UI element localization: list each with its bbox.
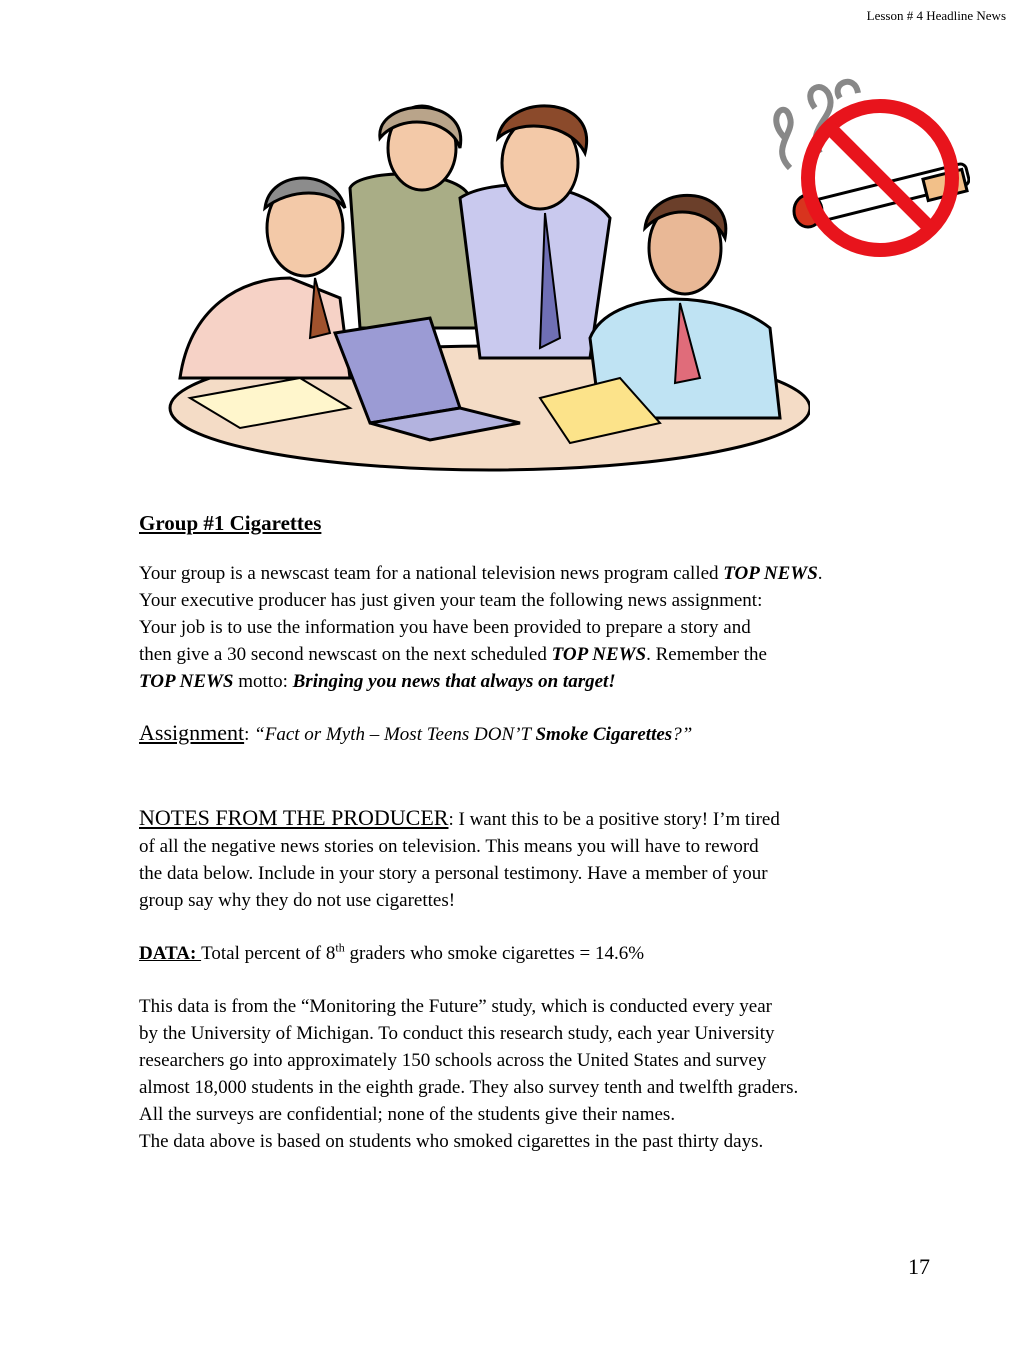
data-line: DATA: Total percent of 8th graders who smoke cigarettes = 14.6% <box>139 940 645 964</box>
no-smoking-sign-icon <box>760 78 970 258</box>
assignment-line: Assignment: “Fact or Myth – Most Teens DON’T Smoke Cigarettes?” <box>139 720 693 745</box>
assignment-label: Assignment <box>139 720 245 745</box>
page-number: 17 <box>908 1254 930 1279</box>
notes-label: NOTES FROM THE PRODUCER <box>139 805 449 830</box>
newsroom-team-clipart-icon <box>160 78 810 478</box>
data-label: DATA: <box>139 943 202 964</box>
group-title: Group #1 Cigarettes <box>139 511 322 535</box>
lesson-header: Lesson # 4 Headline News <box>866 8 1006 23</box>
producer-notes: NOTES FROM THE PRODUCER: I want this to be a positive story! I’m tired of all the negative news stories on television. This means you will have to reword the data below. Include in your story a personal testimony. Have a member of your group say why they do not use cigarettes! <box>139 805 780 911</box>
document-body <box>139 508 989 1155</box>
intro-paragraph: Your group is a newscast team for a national television news program called TOP NEWS. Your executive producer has just given your team the following news assignment: Your job is to use the information you have been provided to prepare a story and then give a 30 second newscast on the next scheduled TOP NEWS. Remember the TOP NEWS motto: Bringing you news that always on target! <box>139 563 823 692</box>
study-paragraph: This data is from the “Monitoring the Future” study, which is conducted every year by the University of Michigan. To conduct this research study, each year University researchers go into approximately 150 schools across the United States and survey almost 18,000 students in the eighth grade. They also survey tenth and twelfth graders. All the surveys are confidential; none of the students give their names. The data above is based on students who smoked cigarettes in the past thirty days. <box>139 996 799 1152</box>
